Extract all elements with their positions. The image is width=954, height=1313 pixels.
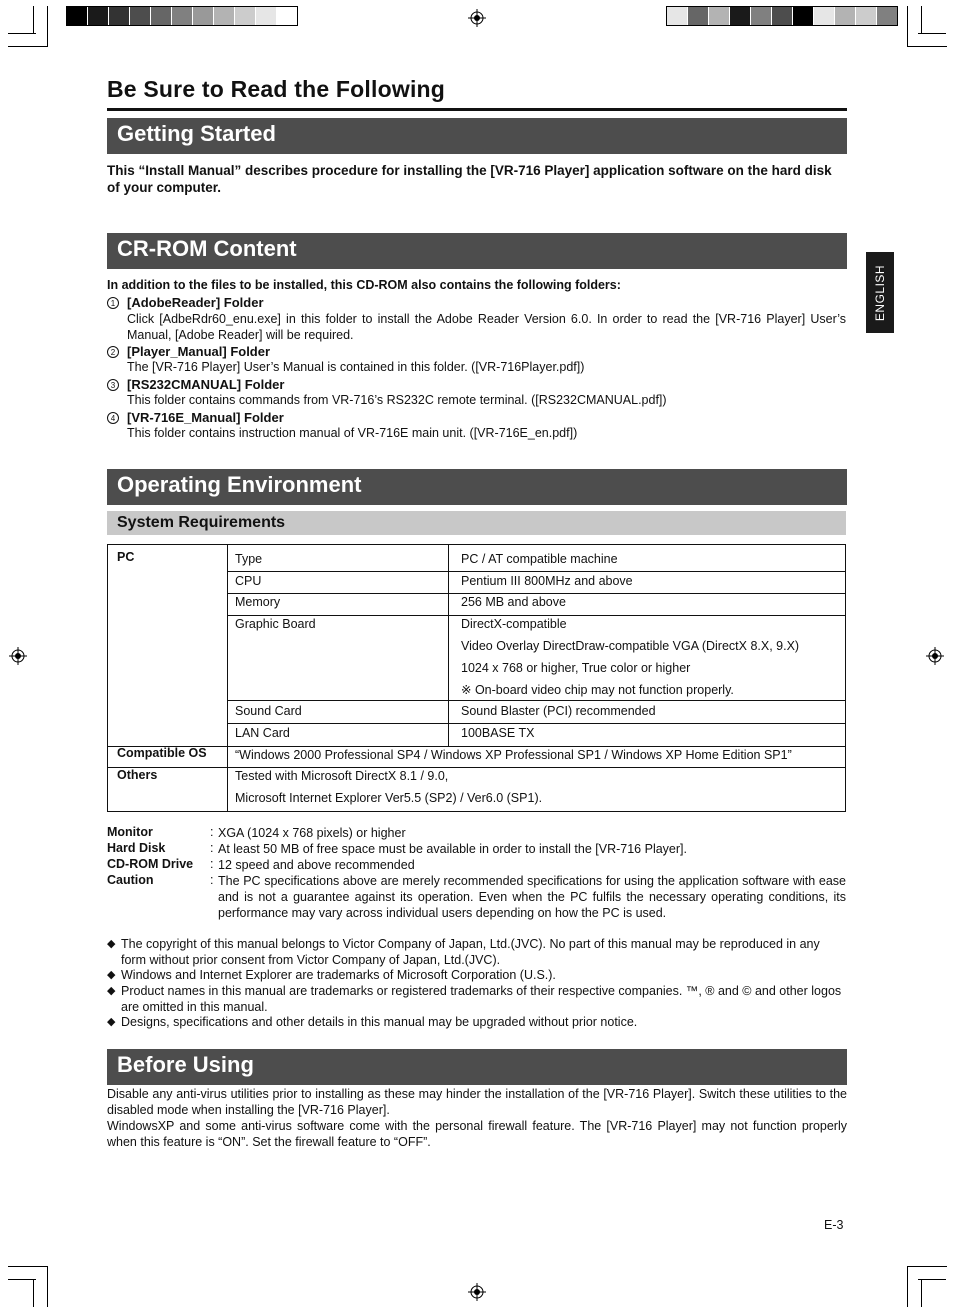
- language-tab-label: ENGLISH: [873, 264, 887, 321]
- bullet-icon: ◆: [107, 938, 116, 950]
- table-cell: DirectX-compatible: [461, 617, 567, 631]
- registration-crosshair-icon: [468, 1283, 486, 1301]
- spec-label: Caution: [107, 873, 154, 887]
- table-cell: Video Overlay DirectDraw-compatible VGA (DirectX 8.X, 9.X): [461, 639, 800, 653]
- spec-colon: :: [210, 825, 214, 839]
- color-swatch: [709, 7, 730, 25]
- folder-title: [Player_Manual] Folder: [127, 344, 271, 359]
- table-cell: Sound Card: [235, 704, 302, 718]
- cdrom-intro: In addition to the files to be installed, this CD-ROM also contains the following folders:: [107, 278, 621, 292]
- getting-started-text: This “Install Manual” describes procedure for installing the [VR-716 Player] application software on the hard disk of your computer.: [107, 163, 832, 195]
- color-swatch: [751, 7, 772, 25]
- folder-title: [RS232CMANUAL] Folder: [127, 377, 285, 392]
- crop-mark: [33, 1279, 34, 1307]
- table-cell: ※ On-board video chip may not function properly.: [461, 683, 734, 697]
- table-cell: Pentium III 800MHz and above: [461, 574, 633, 588]
- color-swatch: [256, 7, 277, 25]
- color-swatch-strip-right: [666, 6, 898, 26]
- table-divider: [448, 545, 449, 747]
- registration-crosshair-icon: [926, 647, 944, 665]
- before-using-paragraph: WindowsXP and some anti-virus software come with the personal firewall feature. The [VR-716 Player] may not function properly when this feature is “ON”. Set the firewall feature to “OFF”.: [107, 1119, 847, 1149]
- table-divider: [108, 767, 845, 768]
- table-divider: [227, 545, 228, 811]
- note-text: Windows and Internet Explorer are trademarks of Microsoft Corporation (U.S.).: [121, 968, 556, 982]
- page-title: Be Sure to Read the Following: [107, 76, 446, 102]
- table-divider: [227, 593, 845, 594]
- color-swatch: [172, 7, 193, 25]
- color-swatch: [235, 7, 256, 25]
- color-swatch: [856, 7, 877, 25]
- list-number: 2: [107, 346, 119, 358]
- before-using-paragraph: Disable any anti-virus utilities prior to installing as these may hinder the installation of the [VR-716 Player]. Switch these utilities to the disabled mode when installing the [VR-716 Player].: [107, 1087, 847, 1117]
- title-rule: [107, 108, 847, 111]
- bullet-icon: ◆: [107, 985, 116, 997]
- spec-colon: :: [210, 857, 214, 871]
- spec-label: CD-ROM Drive: [107, 857, 194, 871]
- system-requirements-table: [107, 544, 846, 812]
- spec-value: 12 speed and above recommended: [218, 858, 415, 872]
- table-divider: [227, 615, 845, 616]
- table-cell: LAN Card: [235, 726, 290, 740]
- table-cell: CPU: [235, 574, 262, 588]
- folder-description: This folder contains instruction manual of VR-716E main unit. ([VR-716E_en.pdf]): [127, 426, 578, 440]
- crop-mark: [47, 6, 48, 46]
- list-number: 3: [107, 379, 119, 391]
- color-swatch: [109, 7, 130, 25]
- bullet-icon: ◆: [107, 1016, 116, 1028]
- list-number: 1: [107, 297, 119, 309]
- folder-description: The [VR-716 Player] User’s Manual is contained in this folder. ([VR-716Player.pdf]): [127, 360, 585, 374]
- language-tab: [866, 252, 894, 333]
- crop-mark: [33, 6, 34, 34]
- color-swatch: [214, 7, 235, 25]
- color-swatch: [772, 7, 793, 25]
- table-cell: Microsoft Internet Explorer Ver5.5 (SP2) / Ver6.0 (SP1).: [235, 791, 543, 805]
- table-cell: Type: [235, 552, 263, 566]
- note-text: The copyright of this manual belongs to Victor Company of Japan, Ltd.(JVC). No part of this manual may be reproduced in any form without prior consent from Victor Company of Japan, Ltd.(JVC).: [121, 937, 820, 967]
- spec-value: XGA (1024 x 768 pixels) or higher: [218, 826, 406, 840]
- section-heading-cdrom: CR-ROM Content: [107, 233, 847, 269]
- registration-crosshair-icon: [9, 647, 27, 665]
- list-number: 4: [107, 412, 119, 424]
- table-divider: [227, 571, 845, 572]
- color-swatch: [88, 7, 109, 25]
- spec-value: At least 50 MB of free space must be available in order to install the [VR-716 Player].: [218, 842, 687, 856]
- crop-mark: [907, 1267, 908, 1307]
- page-number: E-3: [824, 1218, 844, 1232]
- crop-mark: [8, 33, 36, 34]
- color-swatch: [793, 7, 814, 25]
- crop-mark: [8, 1279, 36, 1280]
- crop-mark: [921, 6, 922, 34]
- color-swatch: [667, 7, 688, 25]
- table-divider: [227, 700, 845, 701]
- color-swatch: [130, 7, 151, 25]
- bullet-icon: ◆: [107, 969, 116, 981]
- crop-mark: [918, 1279, 946, 1280]
- spec-label: Monitor: [107, 825, 153, 839]
- spec-label: Hard Disk: [107, 841, 166, 855]
- table-cell: 256 MB and above: [461, 595, 566, 609]
- crop-mark: [918, 33, 946, 34]
- spec-value: The PC specifications above are merely recommended specifications for using the application software with ease and is not a guarantee against its operation. Even when the PC fulfils the necessary operating conditions, its performance may vary across individual users depending on how the PC is used.: [218, 874, 846, 920]
- section-heading-getting-started: Getting Started: [107, 118, 847, 154]
- subheading-system-requirements: System Requirements: [107, 511, 846, 535]
- spec-colon: :: [210, 873, 214, 887]
- color-swatch: [67, 7, 88, 25]
- folder-description: This folder contains commands from VR-716’s RS232C remote terminal. ([RS232CMANUAL.pdf]): [127, 393, 667, 407]
- table-row-label: PC: [117, 550, 135, 564]
- section-heading-before-using: Before Using: [107, 1049, 847, 1085]
- folder-description: Click [AdbeRdr60_enu.exe] in this folder to install the Adobe Reader Version 6.0. In order to read the [VR-716 Player] User’s Manual, [Adobe Reader] will be required.: [127, 312, 846, 342]
- table-cell: Sound Blaster (PCI) recommended: [461, 704, 656, 718]
- crop-mark: [8, 1266, 48, 1267]
- table-divider: [108, 746, 845, 747]
- color-swatch: [835, 7, 856, 25]
- color-swatch: [277, 7, 297, 25]
- table-row-label: Others: [117, 768, 158, 782]
- color-swatch: [877, 7, 897, 25]
- section-heading-operating-environment: Operating Environment: [107, 469, 847, 505]
- table-row-label: Compatible OS: [117, 746, 207, 760]
- color-swatch: [814, 7, 835, 25]
- crop-mark: [47, 1267, 48, 1307]
- color-swatch: [193, 7, 214, 25]
- folder-title: [AdobeReader] Folder: [127, 295, 264, 310]
- crop-mark: [907, 6, 908, 46]
- folder-title: [VR-716E_Manual] Folder: [127, 410, 284, 425]
- table-cell: PC / AT compatible machine: [461, 552, 618, 566]
- crop-mark: [907, 1266, 947, 1267]
- table-cell: Graphic Board: [235, 617, 316, 631]
- crop-mark: [8, 46, 48, 47]
- table-cell: Memory: [235, 595, 281, 609]
- crop-mark: [907, 46, 947, 47]
- color-swatch: [688, 7, 709, 25]
- table-cell: 1024 x 768 or higher, True color or higher: [461, 661, 691, 675]
- table-cell: “Windows 2000 Professional SP4 / Windows XP Professional SP1 / Windows XP Home Edition SP1”: [235, 748, 792, 762]
- table-cell: 100BASE TX: [461, 726, 535, 740]
- spec-colon: :: [210, 841, 214, 855]
- color-swatch-strip-left: [66, 6, 298, 26]
- registration-crosshair-icon: [468, 9, 486, 27]
- note-text: Product names in this manual are trademarks or registered trademarks of their respective companies. ™, ® and © and other logos are omitted in this manual.: [121, 984, 842, 1014]
- table-divider: [227, 723, 845, 724]
- color-swatch: [730, 7, 751, 25]
- color-swatch: [151, 7, 172, 25]
- table-cell: Tested with Microsoft DirectX 8.1 / 9.0,: [235, 769, 449, 783]
- note-text: Designs, specifications and other details in this manual may be upgraded without prior notice.: [121, 1015, 638, 1029]
- crop-mark: [921, 1279, 922, 1307]
